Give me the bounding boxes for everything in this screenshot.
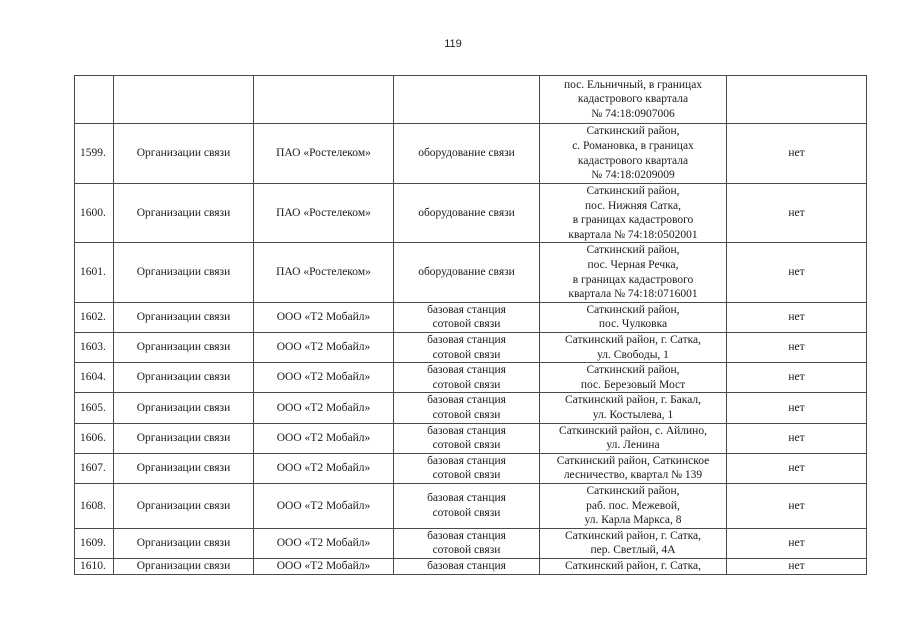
address-cell xyxy=(540,423,727,453)
organization-cell: ПАО «Ростелеком» xyxy=(254,124,394,184)
category-cell: Организации связи xyxy=(114,243,254,302)
organization-cell: ООО «Т2 Мобайл» xyxy=(254,453,394,483)
address-cell xyxy=(540,483,727,528)
category-cell xyxy=(114,76,254,124)
address-cell-line: лесничество, квартал № 139 xyxy=(563,469,703,482)
object-cell-line: базовая станция xyxy=(427,560,506,573)
object-cell-line: базовая станция xyxy=(427,364,506,377)
address-cell-line: Саткинский район, xyxy=(586,364,680,377)
status-cell: нет xyxy=(727,423,867,453)
address-cell-line: пос. Черная Речка, xyxy=(587,258,679,271)
table-row xyxy=(75,423,867,453)
status-cell: нет xyxy=(727,363,867,393)
address-cell-line: кадастрового квартала xyxy=(577,154,689,167)
table-row xyxy=(75,76,867,124)
status-cell: нет xyxy=(727,393,867,423)
object-cell-line: базовая станция xyxy=(427,529,506,542)
address-cell xyxy=(540,76,727,124)
table-row xyxy=(75,363,867,393)
object-cell-line: базовая станция xyxy=(427,333,506,346)
row-number-cell: 1605. xyxy=(75,393,114,423)
organization-cell: ООО «Т2 Мобайл» xyxy=(254,332,394,362)
object-cell xyxy=(394,559,540,575)
object-cell xyxy=(394,483,540,528)
organization-cell: ООО «Т2 Мобайл» xyxy=(254,302,394,332)
address-cell-line: Саткинский район, Саткинское xyxy=(556,454,710,467)
table-row xyxy=(75,559,867,575)
category-cell: Организации связи xyxy=(114,184,254,243)
address-cell-line: с. Романовка, в границах xyxy=(572,139,694,152)
address-cell-line: Саткинский район, xyxy=(586,125,680,138)
address-cell-line: кадастрового квартала xyxy=(577,93,689,106)
object-cell-line: базовая станция xyxy=(427,394,506,407)
object-cell-line: сотовой связи xyxy=(432,318,501,331)
address-cell-line: квартала № 74:18:0502001 xyxy=(568,228,698,241)
row-number-cell: 1610. xyxy=(75,559,114,575)
object-cell-line: сотовой связи xyxy=(432,439,501,452)
category-cell: Организации связи xyxy=(114,332,254,362)
address-cell-line: ул. Карла Маркса, 8 xyxy=(584,514,682,527)
status-cell: нет xyxy=(727,184,867,243)
object-cell xyxy=(394,528,540,558)
row-number-cell: 1602. xyxy=(75,302,114,332)
table-row xyxy=(75,528,867,558)
address-cell xyxy=(540,528,727,558)
object-cell-line: сотовой связи xyxy=(432,506,501,519)
object-cell-line: базовая станция xyxy=(427,492,506,505)
row-number-cell: 1609. xyxy=(75,528,114,558)
status-cell: нет xyxy=(727,528,867,558)
organization-cell xyxy=(254,76,394,124)
category-cell: Организации связи xyxy=(114,423,254,453)
object-cell xyxy=(394,453,540,483)
status-cell: нет xyxy=(727,483,867,528)
object-cell-line: сотовой связи xyxy=(432,378,501,391)
address-cell xyxy=(540,302,727,332)
address-cell-line: Саткинский район, г. Бакал, xyxy=(564,394,702,407)
row-number-cell: 1607. xyxy=(75,453,114,483)
address-cell-line: пер. Светлый, 4А xyxy=(590,544,676,557)
row-number-cell: 1601. xyxy=(75,243,114,302)
object-cell xyxy=(394,124,540,184)
address-cell-line: Саткинский район, xyxy=(586,244,680,257)
object-cell-line: сотовой связи xyxy=(432,544,501,557)
object-cell-line: оборудование связи xyxy=(418,266,515,279)
address-cell xyxy=(540,243,727,302)
address-cell-line: ул. Костылева, 1 xyxy=(592,408,674,421)
organization-cell: ООО «Т2 Мобайл» xyxy=(254,423,394,453)
address-cell-line: Саткинский район, г. Сатка, xyxy=(564,529,701,542)
page-number: 119 xyxy=(444,38,462,50)
table-row xyxy=(75,184,867,243)
address-cell-line: Саткинский район, г. Сатка, xyxy=(564,560,701,573)
address-cell-line: Саткинский район, xyxy=(586,484,680,497)
organization-cell: ООО «Т2 Мобайл» xyxy=(254,483,394,528)
organization-cell: ООО «Т2 Мобайл» xyxy=(254,559,394,575)
row-number-cell: 1604. xyxy=(75,363,114,393)
address-cell-line: в границах кадастрового xyxy=(572,214,694,227)
object-cell-line: оборудование связи xyxy=(418,206,515,219)
category-cell: Организации связи xyxy=(114,124,254,184)
address-cell-line: пос. Чулковка xyxy=(598,318,668,331)
object-cell xyxy=(394,363,540,393)
object-cell-line: сотовой связи xyxy=(432,348,501,361)
object-cell xyxy=(394,332,540,362)
object-cell xyxy=(394,184,540,243)
object-cell-line: сотовой связи xyxy=(432,469,501,482)
address-cell-line: Саткинский район, с. Айлино, xyxy=(559,424,707,437)
object-cell-line: базовая станция xyxy=(427,454,506,467)
row-number-cell: 1600. xyxy=(75,184,114,243)
address-cell-line: ул. Свободы, 1 xyxy=(597,348,669,361)
address-cell xyxy=(540,184,727,243)
address-cell-line: № 74:18:0209009 xyxy=(591,169,675,182)
table-row xyxy=(75,124,867,184)
row-number-cell: 1608. xyxy=(75,483,114,528)
object-cell xyxy=(394,393,540,423)
address-cell xyxy=(540,453,727,483)
address-cell xyxy=(540,559,727,575)
row-number-cell: 1599. xyxy=(75,124,114,184)
object-cell xyxy=(394,76,540,124)
address-cell-line: пос. Ельничный, в границах xyxy=(563,78,703,91)
organization-cell: ООО «Т2 Мобайл» xyxy=(254,393,394,423)
row-number-cell: 1603. xyxy=(75,332,114,362)
table-row xyxy=(75,243,867,302)
category-cell: Организации связи xyxy=(114,302,254,332)
address-cell-line: пос. Нижняя Сатка, xyxy=(585,199,681,212)
status-cell: нет xyxy=(727,332,867,362)
address-cell xyxy=(540,332,727,362)
address-cell-line: в границах кадастрового xyxy=(572,273,694,286)
address-cell-line: раб. пос. Межевой, xyxy=(586,499,680,512)
object-cell xyxy=(394,302,540,332)
object-cell xyxy=(394,243,540,302)
category-cell: Организации связи xyxy=(114,528,254,558)
category-cell: Организации связи xyxy=(114,453,254,483)
table-row xyxy=(75,332,867,362)
organization-cell: ПАО «Ростелеком» xyxy=(254,184,394,243)
row-number-cell xyxy=(75,76,114,124)
address-cell-line: ул. Ленина xyxy=(606,439,660,452)
status-cell xyxy=(727,76,867,124)
organization-cell: ООО «Т2 Мобайл» xyxy=(254,528,394,558)
status-cell: нет xyxy=(727,453,867,483)
object-cell-line: базовая станция xyxy=(427,424,506,437)
address-cell-line: квартала № 74:18:0716001 xyxy=(568,288,698,301)
address-cell-line: № 74:18:0907006 xyxy=(591,107,675,120)
category-cell: Организации связи xyxy=(114,363,254,393)
address-cell-line: Саткинский район, г. Сатка, xyxy=(564,333,701,346)
address-cell xyxy=(540,363,727,393)
address-cell-line: Саткинский район, xyxy=(586,185,680,197)
table-row xyxy=(75,453,867,483)
organization-cell: ООО «Т2 Мобайл» xyxy=(254,363,394,393)
table-row xyxy=(75,393,867,423)
address-cell xyxy=(540,124,727,184)
object-cell xyxy=(394,423,540,453)
category-cell: Организации связи xyxy=(114,483,254,528)
registry-table xyxy=(74,75,867,575)
category-cell: Организации связи xyxy=(114,559,254,575)
status-cell: нет xyxy=(727,559,867,575)
address-cell-line: пос. Березовый Мост xyxy=(580,378,686,391)
address-cell-line: Саткинский район, xyxy=(586,303,680,316)
table-row xyxy=(75,483,867,528)
object-cell-line: базовая станция xyxy=(427,303,506,316)
object-cell-line: сотовой связи xyxy=(432,408,501,421)
status-cell: нет xyxy=(727,124,867,184)
table-row xyxy=(75,302,867,332)
address-cell xyxy=(540,393,727,423)
category-cell: Организации связи xyxy=(114,393,254,423)
registry-table-body xyxy=(75,76,867,575)
status-cell: нет xyxy=(727,302,867,332)
status-cell: нет xyxy=(727,243,867,302)
object-cell-line: оборудование связи xyxy=(418,147,515,160)
row-number-cell: 1606. xyxy=(75,423,114,453)
organization-cell: ПАО «Ростелеком» xyxy=(254,243,394,302)
